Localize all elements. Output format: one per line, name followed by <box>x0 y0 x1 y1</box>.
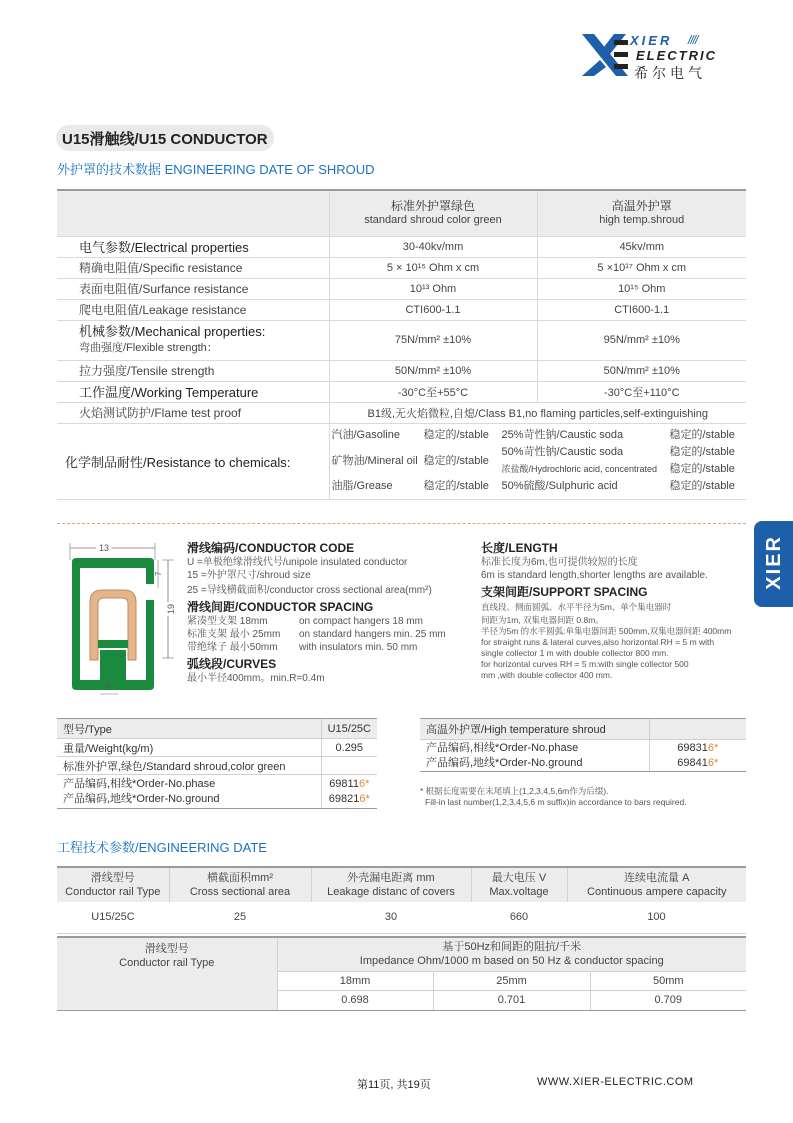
chem-item: 汽油/Gasoline <box>331 429 400 441</box>
chem-status: 稳定的/stable <box>669 429 735 441</box>
length-support-block <box>481 540 746 681</box>
row-sublabel: 弯曲强度/Flexible strength： <box>79 342 218 354</box>
high-value: 50N/mm² ±10% <box>537 360 746 381</box>
brand-logo <box>580 32 740 80</box>
eng-header-en: Cross sectional area <box>189 886 291 898</box>
weight-value: 0.295 <box>321 739 377 757</box>
std-value: 50N/mm² ±10% <box>329 360 537 381</box>
chem-item: 浓盐酸/Hydrochloric acid, concentrated <box>501 464 658 474</box>
phase-order-code: 698316* <box>677 741 719 754</box>
spacing-en: with insulators min. 50 mm <box>299 642 418 653</box>
eng-header-cn: 最大电压 V <box>491 872 547 884</box>
high-value: 45kv/mm <box>537 236 746 257</box>
table-header-row <box>57 190 746 236</box>
spacing-value: 50mm <box>590 971 746 990</box>
chemical-row <box>57 423 746 499</box>
row-label: 精确电阻值/Specific resistance <box>57 257 329 278</box>
engineering-header-row <box>57 867 746 902</box>
row-label: 拉力强度/Tensile strength <box>57 360 329 381</box>
type-header-value: U15/25C <box>321 719 377 739</box>
table-row <box>57 757 377 775</box>
note-line: Fill-in last number(1,2,3,4,5,6 m suffix)in accordance to bars required. <box>425 797 687 807</box>
impedance-value: 0.709 <box>590 990 746 1010</box>
row-label: 电气参数/Electrical properties <box>57 236 329 257</box>
support-line: 直线段、侧面圆弧、水平半径为5m、单个集电器时 <box>481 602 672 612</box>
note-line: * 根据长度需要在末尾填上(1,2,3,4,5,6m作为后缀). <box>420 786 609 796</box>
support-line: for straight runs & lateral curves,also horizontal RH = 5 m with <box>481 637 715 647</box>
chem-status: 稳定的/stable <box>423 480 489 492</box>
impedance-value: 0.698 <box>277 990 433 1010</box>
eng-value: 660 <box>471 902 567 933</box>
table-row <box>57 775 377 809</box>
table-row <box>57 360 746 381</box>
chem-label: 化学制品耐性/Resistance to chemicals: <box>57 423 329 499</box>
high-shroud-header-cn: 高温外护罩 <box>611 199 672 214</box>
shroud-properties-table <box>57 189 746 500</box>
support-line: mm ,with double collector 400 mm. <box>481 670 613 680</box>
table-row <box>57 402 746 423</box>
support-line: 半径为5m 的水平圆弧:单集电器间距 500mm,双集电器间距 400mm <box>481 626 732 636</box>
order-phase-label: 产品编码,相线*Order-No.phase <box>426 741 579 754</box>
imp-title-cn: 基于50Hz和间距的阻抗/千米 <box>442 941 582 954</box>
engineering-table <box>57 866 746 934</box>
impedance-value: 0.701 <box>433 990 590 1010</box>
high-value: 95N/mm² ±10% <box>537 320 746 360</box>
chem-status: 稳定的/stable <box>669 446 735 458</box>
eng-header-en: Max.voltage <box>489 886 549 898</box>
logo-electric-text: ELECTRIC <box>636 48 717 63</box>
length-line: 标准长度为6m,也可提供较短的长度 <box>481 557 638 568</box>
logo-chinese-text: 希尔电气 <box>634 65 706 81</box>
merged-value: B1级,无火焰微粒,自熄/Class B1,no flaming particles,self-extinguishing <box>329 402 746 423</box>
row-label: 表面电阻值/Surfance resistance <box>57 278 329 299</box>
high-temp-title: 高温外护罩/High temperature shroud <box>420 719 649 740</box>
table-row <box>57 236 746 257</box>
logo-slashes: //// <box>688 33 698 47</box>
conductor-spacing-title: 滑线间距/CONDUCTOR SPACING <box>187 600 374 614</box>
row-label: 爬电电阻值/Leakage resistance <box>57 299 329 320</box>
dim-height: 19 <box>166 603 176 615</box>
suffix-note <box>420 786 687 808</box>
spacing-cn: 紧凑型支架 18mm <box>187 616 268 627</box>
table-row <box>57 381 746 402</box>
spacing-en: on compact hangers 18 mm <box>299 616 423 627</box>
chem-item: 50%苛性钠/Caustic soda <box>501 446 624 458</box>
imp-left-en: Conductor rail Type <box>119 957 215 969</box>
section-title: U15滑触线/U15 CONDUCTOR <box>56 125 274 151</box>
curves-title: 弧线段/CURVES <box>187 657 277 671</box>
eng-value: 30 <box>311 902 471 933</box>
table-row <box>57 739 377 757</box>
chem-item: 矿物油/Mineral oil <box>331 454 418 467</box>
ground-order-code: 698216* <box>328 792 370 805</box>
support-spacing-title: 支架间距/SUPPORT SPACING <box>481 585 648 599</box>
website-link[interactable]: WWW.XIER-ELECTRIC.COM <box>537 1076 694 1088</box>
std-shroud-header-cn: 标准外护罩绿色 <box>390 199 475 214</box>
std-value: CTI600-1.1 <box>329 299 537 320</box>
spacing-value: 18mm <box>277 971 433 990</box>
eng-header-en: Continuous ampere capacity <box>587 886 727 898</box>
type-header-row <box>57 719 377 739</box>
standard-shroud-label: 标准外护罩,绿色/Standard shroud,color green <box>57 757 321 775</box>
support-line: single collector 1 m with double collector 800 mm. <box>481 648 669 658</box>
phase-order-code: 698116* <box>329 777 370 790</box>
high-value: 10¹⁵ Ohm <box>537 278 746 299</box>
dim-width: 13 <box>98 543 110 553</box>
support-line: 间距为1m, 双集电器间距 0.8m。 <box>481 615 604 625</box>
row-label: 机械参数/Mechanical properties: <box>79 324 266 339</box>
chem-status: 稳定的/stable <box>423 454 489 467</box>
eng-value: U15/25C <box>57 902 169 933</box>
std-value: 30-40kv/mm <box>329 236 537 257</box>
high-shroud-header-en: high temp.shroud <box>599 214 685 227</box>
chem-status: 稳定的/stable <box>423 429 489 441</box>
code-line: 15 =外护罩尺寸/shroud size <box>187 570 311 581</box>
dim-inner: 7 <box>154 571 163 576</box>
std-value: 10¹³ Ohm <box>329 278 537 299</box>
conductor-code-title: 滑线编码/CONDUCTOR CODE <box>187 541 355 555</box>
table-row <box>57 299 746 320</box>
support-line: for horizontal curves RH = 5 m:with single collector 500 <box>481 659 689 669</box>
table-row <box>57 320 746 360</box>
chem-item: 油脂/Grease <box>331 480 393 492</box>
table-row <box>420 740 746 772</box>
logo-xier-text: XIER <box>630 33 673 48</box>
section-divider <box>57 523 746 524</box>
side-brand-tab <box>754 521 793 607</box>
eng-header-en: Conductor rail Type <box>65 886 161 898</box>
eng-header-cn: 横截面积mm² <box>207 872 273 884</box>
chem-item: 25%苛性钠/Caustic soda <box>501 429 624 441</box>
curves-line: 最小半径400mm。min.R=0.4m <box>187 673 325 684</box>
ground-order-code: 698416* <box>677 756 719 769</box>
chemical-grid <box>332 428 745 494</box>
chem-status: 稳定的/stable <box>669 463 735 475</box>
code-line: 25 =导线横截面积/conductor cross sectional area(mm²) <box>187 585 432 596</box>
order-phase-label: 产品编码,相线*Order-No.phase <box>63 777 216 790</box>
dim-bottom: 6 <box>106 681 111 690</box>
eng-header-en: Leakage distanc of covers <box>327 886 455 898</box>
eng-header-cn: 外壳漏电距离 mm <box>347 872 435 884</box>
conductor-code-block <box>187 540 457 685</box>
code-line: U =单极绝缘滑线代号/unipole insulated conductor <box>187 557 408 568</box>
std-value: 75N/mm² ±10% <box>329 320 537 360</box>
std-shroud-header-en: standard shroud color green <box>364 214 502 227</box>
high-value: CTI600-1.1 <box>537 299 746 320</box>
order-ground-label: 产品编码,地线*Order-No.ground <box>426 756 583 769</box>
spacing-cn: 标准支架 最小 25mm <box>187 629 281 640</box>
table-row <box>57 257 746 278</box>
type-header-label: 型号/Type <box>57 719 321 739</box>
eng-header-cn: 滑线型号 <box>90 872 135 884</box>
xier-logo-icon <box>580 32 630 78</box>
spacing-cn: 带绝缘子 最小50mm <box>187 642 278 653</box>
eng-value: 25 <box>169 902 311 933</box>
spacing-en: on standard hangers min. 25 mm <box>299 629 446 640</box>
conductor-profile-drawing <box>60 540 178 698</box>
std-value: 5 × 10¹⁵ Ohm x cm <box>329 257 537 278</box>
shroud-subtitle: 外护罩的技术数据 ENGINEERING DATE OF SHROUD <box>57 162 375 177</box>
spacing-value: 25mm <box>433 971 590 990</box>
row-label: 工作温度/Working Temperature <box>57 381 329 402</box>
page-number: 第11页, 共19页 <box>357 1079 431 1091</box>
impedance-table <box>57 936 746 1011</box>
high-temp-table <box>420 718 746 772</box>
length-line: 6m is standard length,shorter lengths are available. <box>481 570 708 581</box>
chem-item: 50%硫酸/Sulphuric acid <box>501 480 618 492</box>
eng-header-cn: 连续电流量 A <box>624 872 690 884</box>
weight-label: 重量/Weight(kg/m) <box>57 739 321 757</box>
high-value: -30°C至+110°C <box>537 381 746 402</box>
chem-status: 稳定的/stable <box>669 480 735 492</box>
table-row <box>57 278 746 299</box>
high-value: 5 ×10¹⁷ Ohm x cm <box>537 257 746 278</box>
imp-left-cn: 滑线型号 <box>144 943 189 955</box>
high-temp-header-row <box>420 719 746 740</box>
eng-value: 100 <box>567 902 746 933</box>
engineering-title: 工程技术参数/ENGINEERING DATE <box>57 840 267 855</box>
table-row <box>57 902 746 933</box>
length-title: 长度/LENGTH <box>481 541 558 555</box>
std-value: -30°C至+55°C <box>329 381 537 402</box>
imp-title-en: Impedance Ohm/1000 m based on 50 Hz & conductor spacing <box>359 955 664 968</box>
order-ground-label: 产品编码,地线*Order-No.ground <box>63 792 220 805</box>
row-label: 火焰测试防护/Flame test proof <box>57 402 329 423</box>
type-table <box>57 718 377 809</box>
side-tab-text: XIER <box>763 535 785 590</box>
